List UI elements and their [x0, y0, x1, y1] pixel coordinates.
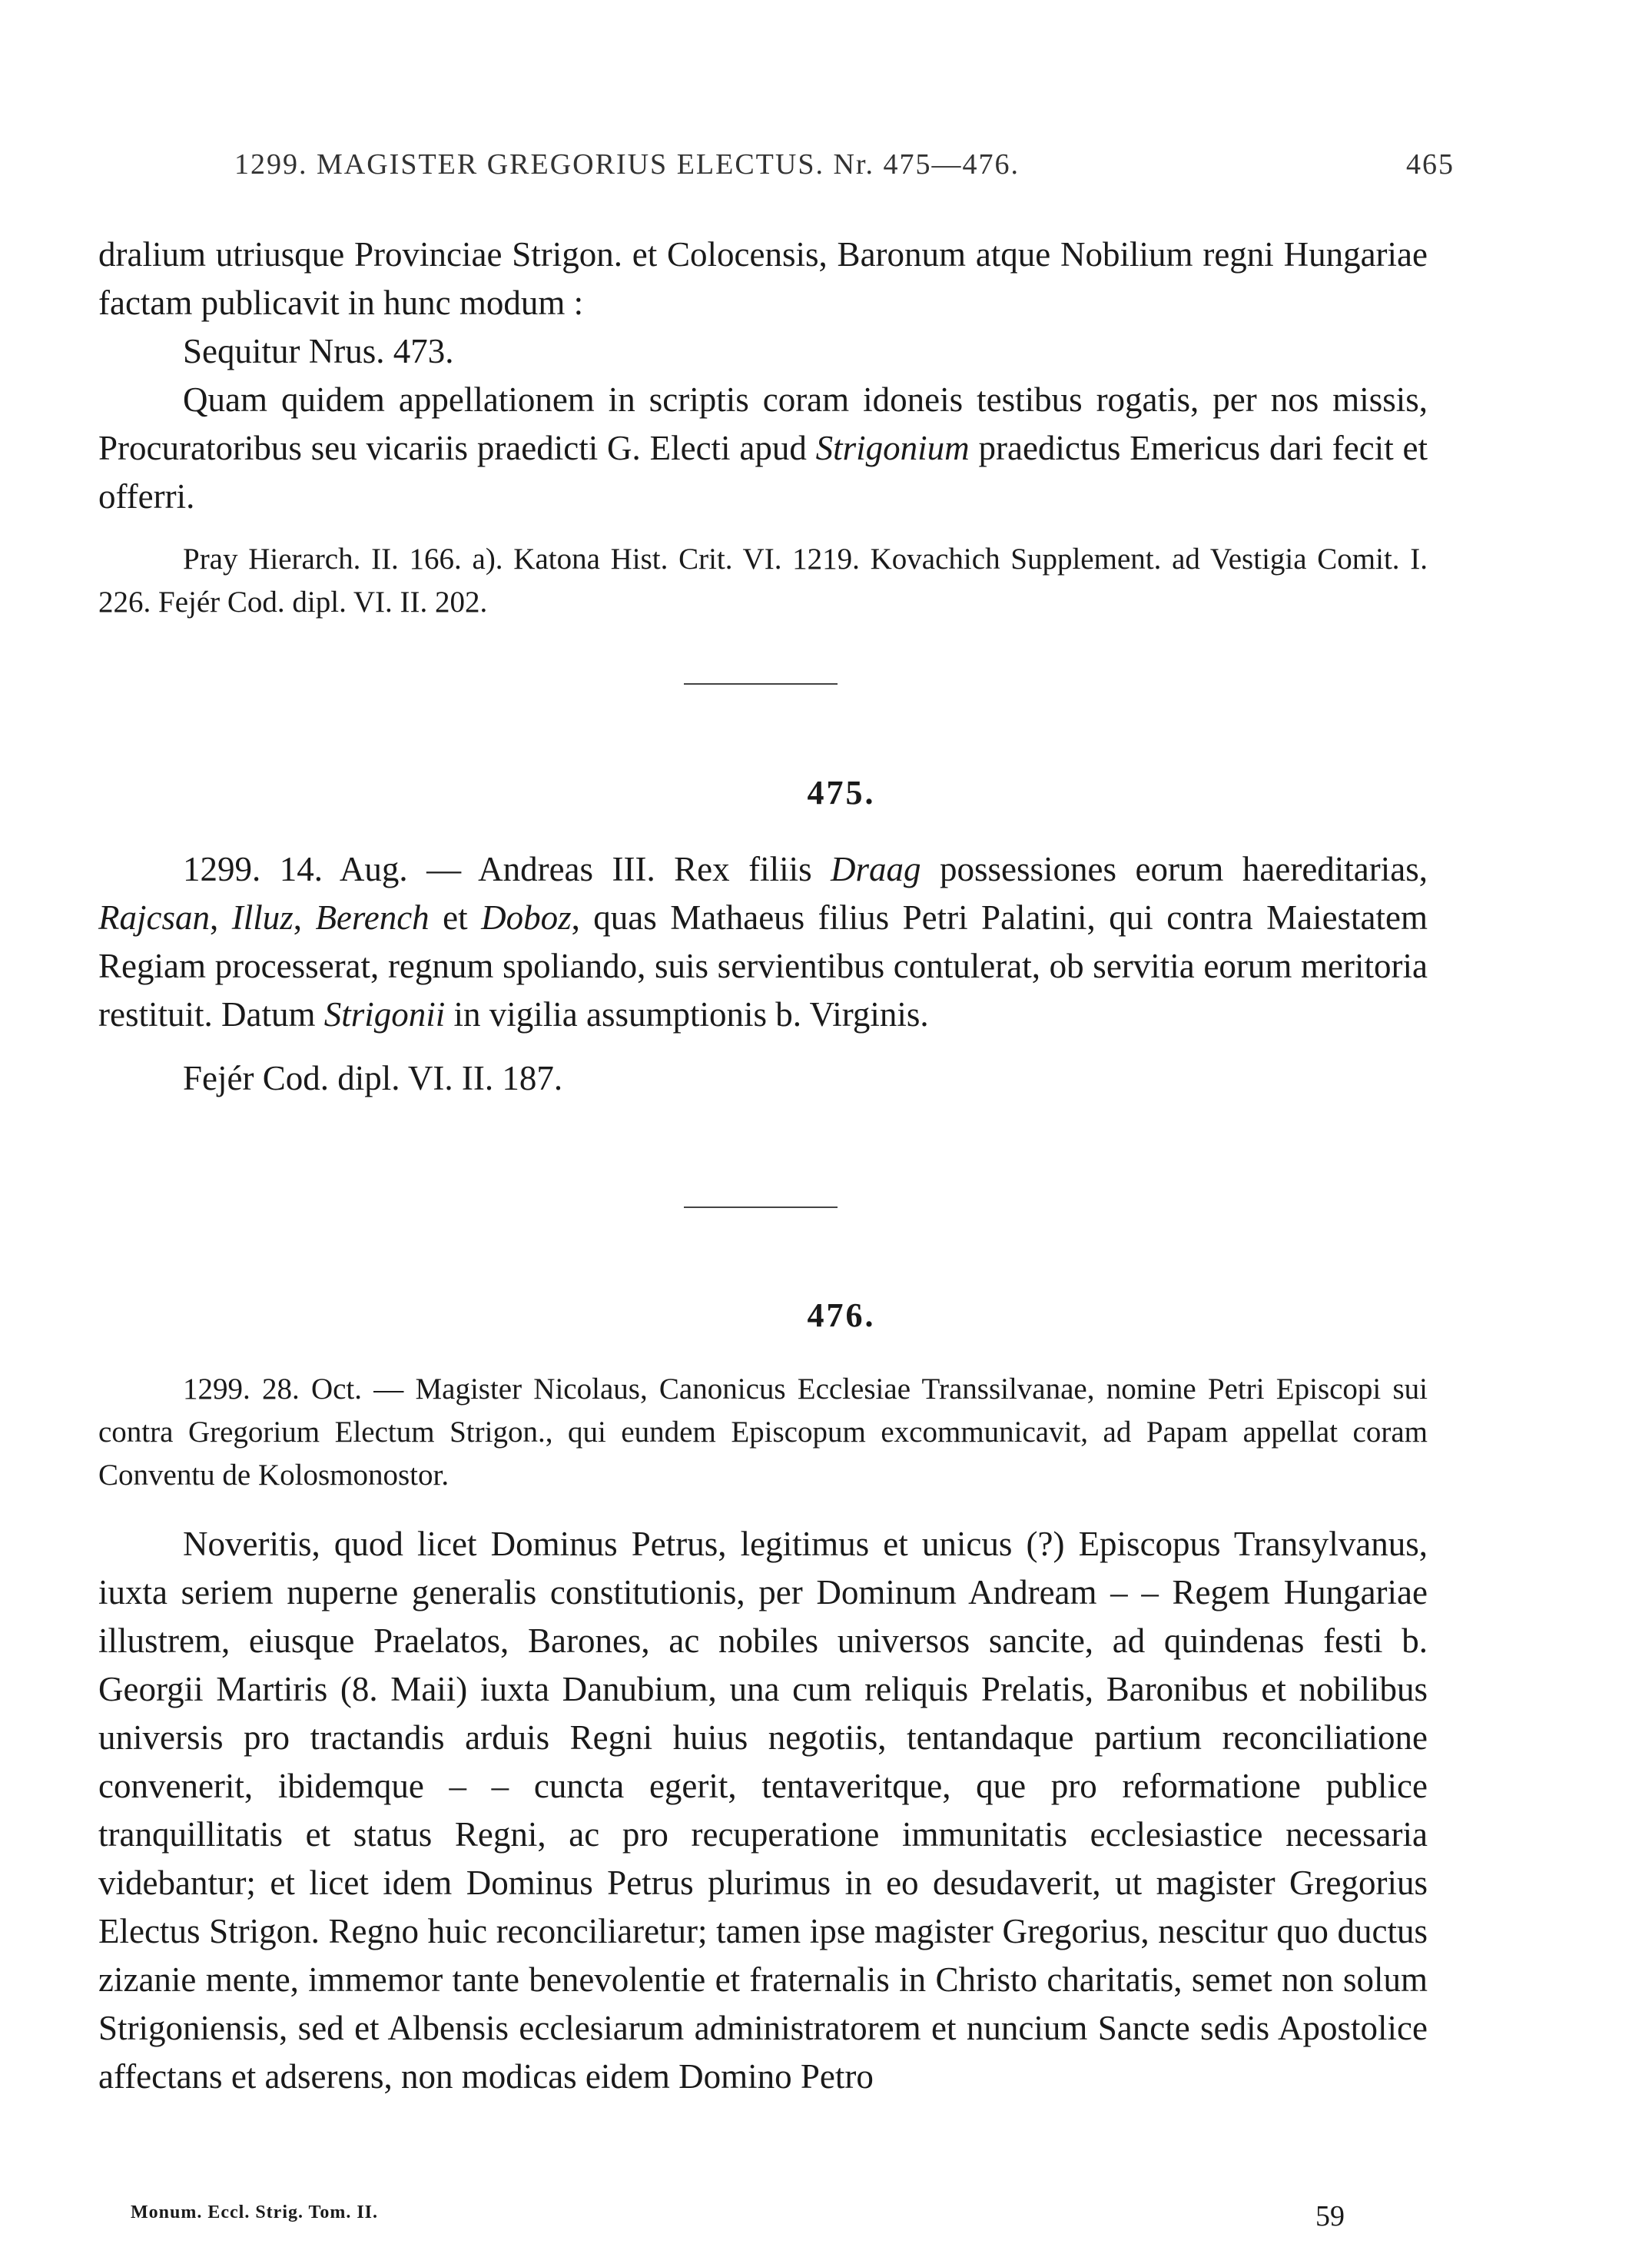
regest-text: possessiones eorum haereditarias,	[921, 850, 1428, 888]
separator-rule	[684, 1207, 838, 1208]
appellation-text-end: praedictus Emericus dari fecit et offerri.	[98, 429, 1428, 516]
regest-text: in vigilia assumptionis b. Virginis.	[445, 995, 929, 1034]
sources-note: Pray Hierarch. II. 166. a). Katona Hist. Crit. VI. 1219. Kovachich Supplement. ad Vestigia Comit. I. 226. Fejér Cod. dipl. VI. II. 202.	[98, 543, 1428, 619]
document-475	[98, 845, 1428, 1103]
place-berench: Berench	[315, 898, 430, 937]
place-rajcsan: Rajcsan	[98, 898, 210, 937]
regest-text: ,	[293, 898, 316, 937]
sheet-number: 59	[1315, 2200, 1345, 2232]
name-draag: Draag	[831, 850, 921, 888]
page-number: 465	[1406, 148, 1455, 181]
place-strigonium: Strigonium	[815, 429, 970, 467]
sheet-signature: Monum. Eccl. Strig. Tom. II.	[131, 2202, 379, 2222]
continuation-paragraph: dralium utriusque Provinciae Strigon. et Colocensis, Baronum atque Nobilium regni Hungariae factam publicavit in hunc modum :	[98, 235, 1428, 322]
regest-text: ,	[209, 898, 232, 937]
page-footer	[0, 2199, 1652, 2238]
document-476	[98, 1368, 1428, 2101]
regest-text: 1299. 14. Aug. — Andreas III. Rex filiis	[183, 850, 831, 888]
sequitur-line: Sequitur Nrus. 473.	[183, 332, 454, 370]
running-head	[0, 148, 1652, 194]
regest-text: et	[429, 898, 482, 937]
source-475: Fejér Cod. dipl. VI. II. 187.	[183, 1059, 563, 1097]
document-number-476: 476.	[807, 1296, 876, 1334]
document-number-475: 475.	[807, 774, 876, 812]
regest-475	[98, 845, 1428, 1039]
regest-476: 1299. 28. Oct. — Magister Nicolaus, Canonicus Ecclesiae Transsilvanae, nomine Petri Episcopi sui contra Gregorium Electum Strigon., qui eundem Episcopum excommunicavit, ad Papam appellat coram Conventu de Kolosmonostor.	[98, 1372, 1428, 1492]
running-head-title: 1299. MAGISTER GREGORIUS ELECTUS. Nr. 475—476.	[234, 148, 1020, 181]
place-strigonii: Strigonii	[323, 995, 446, 1034]
separator-rule	[684, 683, 838, 685]
appellation-paragraph	[98, 376, 1428, 521]
charter-text-476: Noveritis, quod licet Dominus Petrus, legitimus et unicus (?) Episcopus Transylvanus, iuxta seriem nuperne generalis constitutionis, per Dominum Andream – – Regem Hungariae illustrem, eiusque Praelatos, Barones, ac nobiles universos sancite, ad quindenas festi b. Georgii Martiris (8. Maii) iuxta Danubium, una cum reliquis Prelatis, Baronibus et nobilibus universis pro tractandis arduis Regni huius negotiis, tentandaque partium reconciliatione convenerit, ibidemque – – cuncta egerit, tentaveritque, que pro reformatione publice tranquillitatis et status Regni, ac pro recuperatione immunitatis ecclesiastice necessaria videbantur; et licet idem Dominus Petrus plurimus in eo desudaverit, ut magister Gregorius Electus Strigon. Regno huic reconciliaretur; tamen ipse magister Gregorius, nescitur quo ductus zizanie mente, immemor tante benevolentie et fraternalis in Christo charitatis, semet non solum Strigoniensis, sed et Albensis ecclesiarum administratorem et nuncium Sancte sedis Apostolice affectans et adserens, non modicas eidem Domino Petro	[98, 1525, 1428, 2096]
regest-text: , quas Mathaeus filius Petri Palatini, qui contra Maiestatem Regiam processerat, regnum spoliando, suis servientibus contulerat, ob servitia eorum meritoria restituit. Datum	[98, 898, 1428, 1034]
appellation-text: Quam quidem appellationem in scriptis coram idoneis testibus rogatis, per nos missis, Procuratoribus seu vicariis praedicti G. Electi apud	[98, 380, 1428, 467]
place-illuz: Illuz	[231, 898, 294, 937]
continuation-section	[98, 231, 1428, 624]
place-doboz: Doboz	[481, 898, 572, 937]
